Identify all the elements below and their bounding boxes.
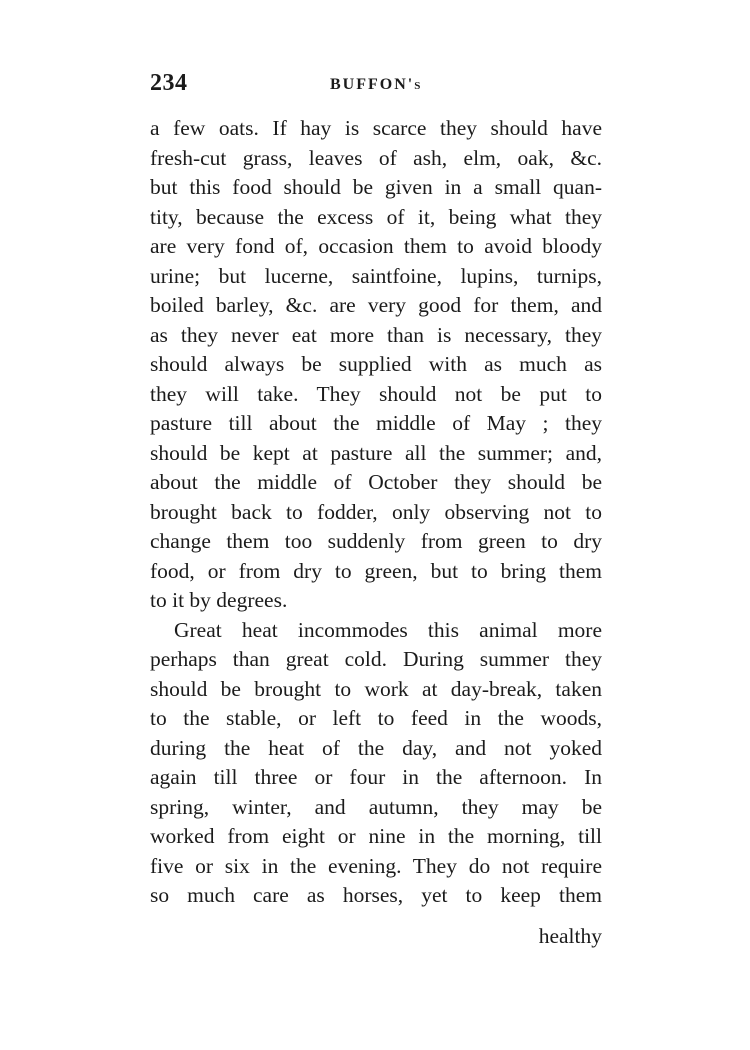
text-line: they will take. They should not be put to: [150, 381, 602, 406]
text-line: as they never eat more than is necessary, they: [150, 322, 602, 347]
text-line: are very fond of, occasion them to avoid bloody: [150, 234, 602, 258]
text-line: to it by degrees.: [150, 588, 288, 612]
text-line: change them too suddenly from green to dry: [150, 529, 602, 553]
text-line: pasture till about the middle of May ; they: [150, 411, 602, 435]
text-line: Great heat incommodes this animal more: [174, 617, 602, 642]
catchword: healthy: [538, 924, 602, 948]
text-line: fresh-cut grass, leaves of ash, elm, oak, &c.: [150, 145, 602, 170]
paragraph-2: [150, 616, 602, 911]
text-line: five or six in the evening. They do not require: [150, 853, 602, 878]
text-line: should always be supplied with as much as: [150, 352, 602, 376]
text-line: during the heat of the day, and not yoked: [150, 735, 602, 760]
text-line: about the middle of October they should be: [150, 470, 602, 494]
text-line: should be brought to work at day-break, taken: [150, 676, 602, 701]
text-line: should be kept at pasture all the summer; and,: [150, 440, 602, 465]
page-header: [150, 70, 602, 102]
text-line: to the stable, or left to feed in the woods,: [150, 706, 602, 730]
text-line: worked from eight or nine in the morning, till: [150, 824, 602, 848]
text-line: brought back to fodder, only observing not to: [150, 499, 602, 524]
text-line: urine; but lucerne, saintfoine, lupins, turnips,: [150, 263, 602, 288]
text-line: again till three or four in the afternoon. In: [150, 765, 602, 789]
paragraph-1: [150, 114, 602, 616]
text-line: so much care as horses, yet to keep them: [150, 883, 602, 907]
text-line: perhaps than great cold. During summer they: [150, 647, 602, 671]
text-line: but this food should be given in a small quan-: [150, 175, 602, 199]
text-line: boiled barley, &c. are very good for them, and: [150, 293, 602, 317]
body-text: [150, 114, 602, 911]
running-head: BUFFON's: [330, 76, 423, 93]
text-line: spring, winter, and autumn, they may be: [150, 794, 602, 819]
text-line: a few oats. If hay is scarce they should have: [150, 116, 602, 140]
page-number: 234: [150, 70, 188, 96]
text-line: tity, because the excess of it, being what they: [150, 204, 602, 229]
text-line: food, or from dry to green, but to bring them: [150, 558, 602, 583]
